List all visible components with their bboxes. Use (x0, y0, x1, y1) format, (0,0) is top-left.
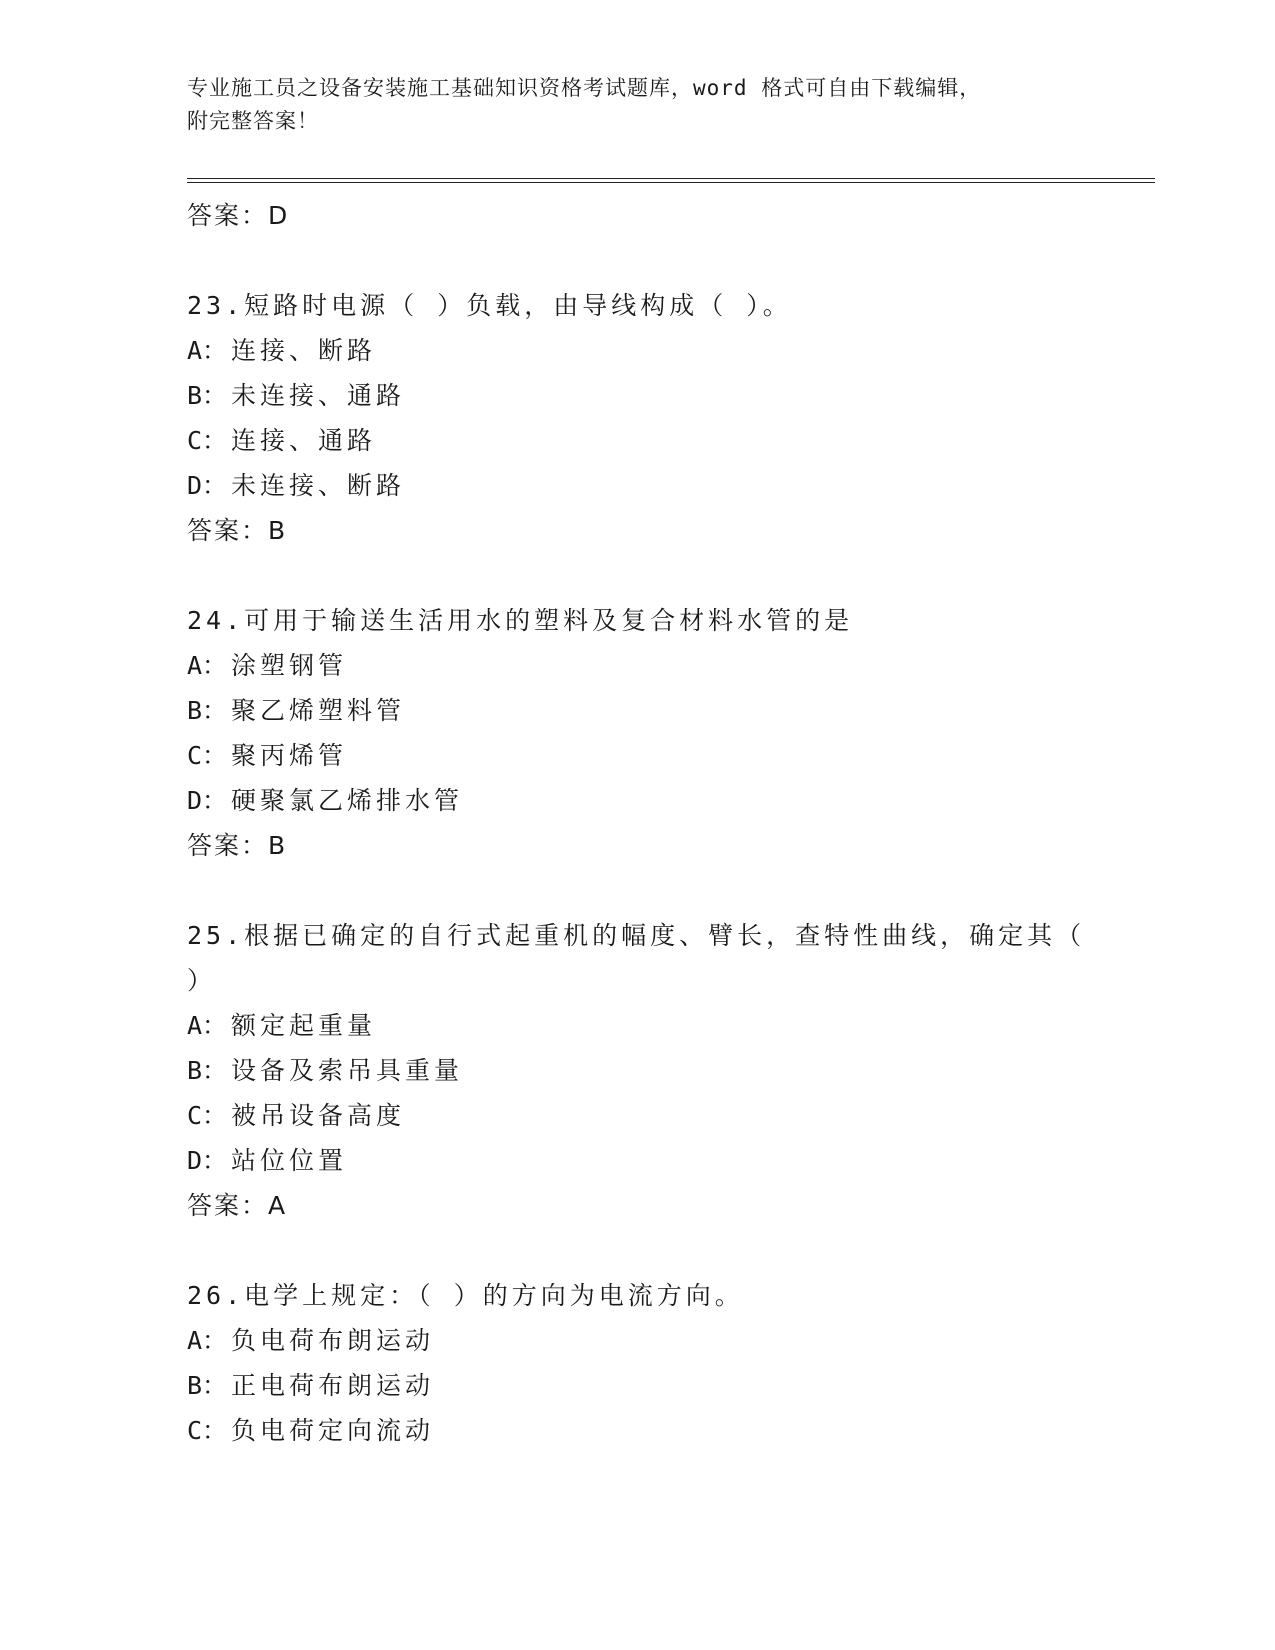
option-text: 硬聚氯乙烯排水管 (231, 786, 464, 815)
option-text: 被吊设备高度 (231, 1101, 406, 1130)
option-text: 未连接、通路 (231, 381, 406, 410)
option-c (187, 733, 1155, 778)
option-b (187, 1048, 1155, 1093)
answer-line: 答案：B (187, 831, 288, 860)
question-stem: 26.电学上规定：（ ）的方向为电流方向。 (187, 1281, 744, 1310)
question-stem: 23.短路时电源（ ）负载，由导线构成（ ）。 (187, 291, 792, 320)
option-text: 负电荷布朗运动 (231, 1326, 435, 1355)
question-stem-continuation: ） (187, 966, 213, 995)
option-a (187, 1318, 1155, 1363)
question-24 (187, 598, 1155, 869)
option-text: 正电荷布朗运动 (231, 1371, 435, 1400)
question-stem: 25.根据已确定的自行式起重机的幅度、臂长，查特性曲线，确定其（ (187, 921, 1086, 950)
option-key: B： (187, 696, 228, 725)
option-text: 站位位置 (231, 1146, 348, 1175)
answer-line: 答案：B (187, 516, 288, 545)
option-c (187, 1408, 1155, 1453)
option-text: 连接、断路 (231, 336, 377, 365)
option-a (187, 1003, 1155, 1048)
option-c (187, 418, 1155, 463)
header-line-2: 附完整答案！ (187, 109, 319, 133)
option-text: 设备及索吊具重量 (231, 1056, 464, 1085)
question-26 (187, 1273, 1155, 1453)
option-key: C： (187, 426, 228, 455)
header-line-1: 专业施工员之设备安装施工基础知识资格考试题库，word 格式可自由下载编辑， (187, 76, 982, 100)
document-page (187, 72, 1155, 1453)
option-key: B： (187, 381, 228, 410)
option-a (187, 328, 1155, 373)
option-key: C： (187, 1416, 228, 1445)
option-text: 连接、通路 (231, 426, 377, 455)
option-text: 负电荷定向流动 (231, 1416, 435, 1445)
question-stem: 24.可用于输送生活用水的塑料及复合材料水管的是 (187, 606, 854, 635)
option-d (187, 778, 1155, 823)
option-b (187, 688, 1155, 733)
option-text: 未连接、断路 (231, 471, 406, 500)
option-text: 聚丙烯管 (231, 741, 348, 770)
option-b (187, 1363, 1155, 1408)
option-key: D： (187, 786, 228, 815)
option-key: D： (187, 1146, 228, 1175)
option-a (187, 643, 1155, 688)
answer-line: 答案：A (187, 1191, 288, 1220)
option-key: B： (187, 1371, 228, 1400)
answer-line: 答案：D (187, 201, 290, 230)
option-text: 聚乙烯塑料管 (231, 696, 406, 725)
option-key: A： (187, 1011, 228, 1040)
option-text: 涂塑钢管 (231, 651, 348, 680)
option-key: A： (187, 336, 228, 365)
option-key: A： (187, 1326, 228, 1355)
question-23 (187, 283, 1155, 554)
option-c (187, 1093, 1155, 1138)
document-header (187, 72, 1155, 138)
option-key: C： (187, 741, 228, 770)
option-b (187, 373, 1155, 418)
header-divider (187, 178, 1155, 183)
option-key: C： (187, 1101, 228, 1130)
option-d (187, 1138, 1155, 1183)
option-key: D： (187, 471, 228, 500)
option-text: 额定起重量 (231, 1011, 377, 1040)
option-d (187, 463, 1155, 508)
option-key: B： (187, 1056, 228, 1085)
option-key: A： (187, 651, 228, 680)
question-25 (187, 913, 1155, 1229)
